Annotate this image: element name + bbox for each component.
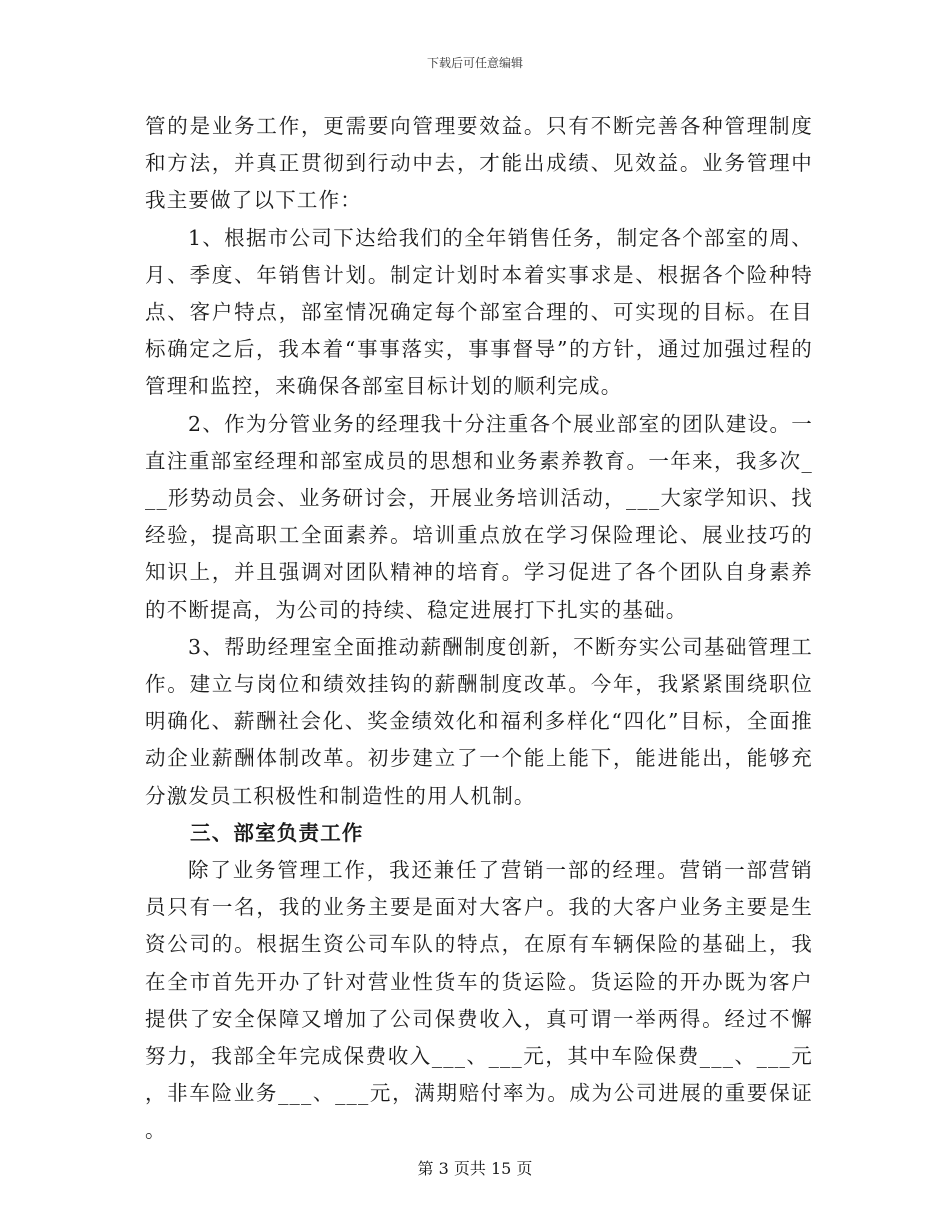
page-number: 第 3 页共 15 页 <box>417 1159 533 1178</box>
section-heading: 三、部室负责工作 <box>190 820 364 845</box>
paragraph-department-work: 除了业务管理工作，我还兼任了营销一部的经理。营销一部营销员只有一名，我的业务主要是面对大客户。我的大客户业务主要是生资公司的。根据生资公司车队的特点，在原有车辆保险的基础上，我在全市首先开办了针对营业性货车的货运险。货运险的开办既为客户提供了安全保障又增加了公司保费收入，真可谓一举两得。经过不懈努力，我部全年完成保费收入___、___元，其中车险保费___、___元，非车险业务___、___元，满期赔付率为。成为公司进展的重要保证。 <box>145 858 813 1143</box>
paragraph-item-2: 2、作为分管业务的经理我十分注重各个展业部室的团队建设。一直注重部室经理和部室成员的思想和业务素养教育。一年来，我多次___形势动员会、业务研讨会，开展业务培训活动，___大家学知识、找经验，提高职工全面素养。培训重点放在学习保险理论、展业技巧的知识上，并且强调对团队精神的培育。学习促进了各个团队自身素养的不断提高，为公司的持续、稳定进展打下扎实的基础。 <box>145 411 813 622</box>
page-header: 下载后可任意编辑 <box>426 56 523 70</box>
paragraph-item-1: 1、根据市公司下达给我们的全年销售任务，制定各个部室的周、月、季度、年销售计划。制定计划时本着实事求是、根据各个险种特点、客户特点，部室情况确定每个部室合理的、可实现的目标。在目标确定之后，我本着“事事落实，事事督导”的方针，通过加强过程的管理和监控，来确保各部室目标计划的顺利完成。 <box>145 225 813 399</box>
paragraph-item-3: 3、帮助经理室全面推动薪酬制度创新，不断夯实公司基础管理工作。建立与岗位和绩效挂钩的薪酬制度改革。今年，我紧紧围绕职位明确化、薪酬社会化、奖金绩效化和福利多样化“四化”目标，全面推动企业薪酬体制改革。初步建立了一个能上能下，能进能出，能够充分激发员工积极性和制造性的用人机制。 <box>145 634 813 808</box>
paragraph-continuation: 管的是业务工作，更需要向管理要效益。只有不断完善各种管理制度和方法，并真正贯彻到行动中去，才能出成绩、见效益。业务管理中我主要做了以下工作： <box>145 114 813 213</box>
document-body <box>145 108 813 1150</box>
